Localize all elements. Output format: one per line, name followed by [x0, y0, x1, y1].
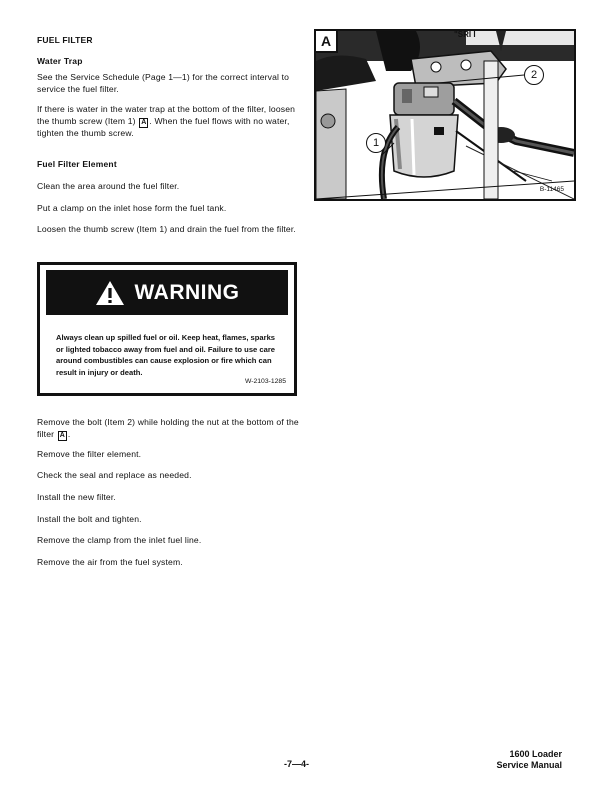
step-remove-clamp: Remove the clamp from the inlet fuel line.: [37, 535, 202, 545]
fuel-filter-figure: [314, 29, 576, 201]
remove-bolt-text: Remove the bolt (Item 2) while holding the nut at the bottom of the filter: [37, 417, 299, 439]
warning-box: [37, 262, 297, 396]
step-check-seal: Check the seal and replace as needed.: [37, 470, 192, 480]
warning-title: WARNING: [134, 280, 240, 304]
subheading-water-trap: Water Trap: [37, 56, 83, 66]
paragraph-remove-bolt: [37, 417, 299, 441]
paragraph-service-interval: See the Service Schedule (Page 1—1) for the correct interval to service the fuel filter.: [37, 72, 290, 94]
paragraph-loosen-screw: Loosen the thumb screw (Item 1) and drain the fuel from the filter.: [37, 224, 296, 234]
water-trap-text-2: . When the fuel flows with no water, tighten the thumb screw.: [37, 115, 290, 138]
page-number: -7—4-: [284, 759, 310, 769]
callout-1: 1: [366, 133, 386, 153]
warning-banner: [46, 270, 288, 315]
figure-reference: A: [59, 431, 65, 439]
figure-top-label: "SRI I: [454, 30, 476, 39]
remove-bolt-period: .: [67, 428, 71, 439]
paragraph-clean-area: Clean the area around the fuel filter.: [37, 181, 180, 191]
fuel-filter-illustration: [316, 31, 574, 199]
paragraph-water-trap: [37, 104, 299, 139]
subheading-filter-element: Fuel Filter Element: [37, 159, 117, 169]
figure-letter: A: [316, 31, 338, 53]
step-install-bolt: Install the bolt and tighten.: [37, 514, 142, 524]
model-name: 1600 Loader: [509, 749, 562, 759]
callout-2: 2: [524, 65, 544, 85]
section-title: FUEL FILTER: [37, 35, 93, 45]
warning-triangle-icon: [95, 280, 125, 306]
step-install-filter: Install the new filter.: [37, 492, 116, 502]
water-trap-text-1: If there is water in the water trap at the bottom of the filter, loosen the thumb screw (Item 1): [37, 104, 296, 126]
figure-code: B-11465: [539, 186, 564, 193]
paragraph-clamp-hose: Put a clamp on the inlet hose form the fuel tank.: [37, 203, 227, 213]
warning-code: W-2103-1285: [244, 378, 286, 385]
step-remove-element: Remove the filter element.: [37, 449, 142, 459]
manual-name: Service Manual: [496, 760, 562, 770]
warning-text: Always clean up spilled fuel or oil. Keep heat, flames, sparks or lighted tobacco away from fuel and oil. Failure to use care around combustibles can cause explosion or fire which can result in injury or death.: [56, 333, 276, 377]
figure-reference: A: [141, 118, 147, 126]
step-remove-air: Remove the air from the fuel system.: [37, 557, 183, 567]
manual-title: [490, 749, 562, 771]
